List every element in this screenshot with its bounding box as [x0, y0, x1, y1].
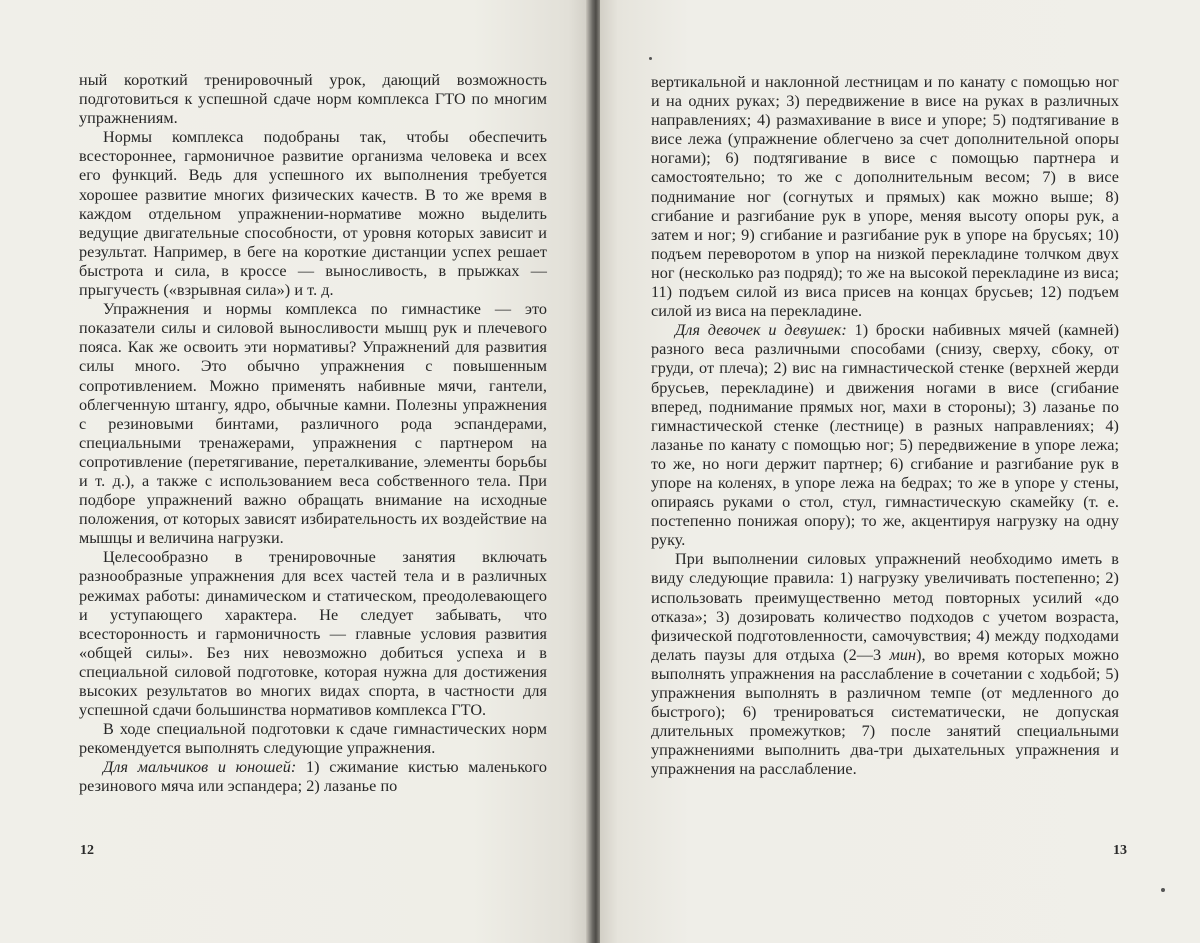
paragraph-body: 1) броски набивных мячей (камней) разного веса различными способами (снизу, сверху, сбоку, от груди, от плеча); 2) вис на гимнастической стенке (верхней жерди брусьев, перекладине) и движения ногами в висе (сгибание вперед, поднимание прямых ног, махи в стороны); 3) лазанье по гимнастической стенке (лестнице) в разных направлениях; 4) лазанье по канату с помощью ног; 5) передвижение в упоре лежа; то же, но ноги держит партнер; 6) сгибание и разгибание рук в упоре на коленях, в упоре лежа на бедрах; то же в упоре у стены, опираясь руками о стол, стул, гимнастическую скамейку (т. е. постепенно понижая опору); то же, акцентируя нагрузку на одну руку.	[651, 321, 1120, 550]
right-page-text	[651, 73, 1119, 779]
paragraph: Упражнения и нормы комплекса по гимнастике — это показатели силы и силовой выносливости мышц рук и плечевого пояса. Как же освоить эти нормативы? Упражнений для развития силы много. Это обычно упражнения с повышенным сопротивлением. Можно применять набивные мячи, гантели, облегченную штангу, ядро, обычные камни. Полезны упражнения с резиновыми бинтами, различного рода эспандерами, специальными тренажерами, упражнения с партнером на сопротивление (перетягивание, переталкивание, элементы борьбы и т. д.), а также с использованием веса собственного тела. При подборе упражнений важно обращать внимание на исходные положения, от которых зависят избирательность их воздействие на мышцы и величина нагрузки.	[79, 300, 547, 548]
right-page	[600, 0, 1200, 943]
scan-speck	[1161, 888, 1165, 892]
paragraph	[651, 550, 1119, 779]
paragraph: вертикальной и наклонной лестницам и по канату с помощью ног и на одних руках; 3) передвижение в висе на руках в различных направлениях; 4) размахивание в висе и упоре; 5) подтягивание в висе лежа (упражнение облегчено за счет дополнительной опоры ногами); 6) подтягивание в висе с помощью партнера и самостоятельно; то же с дополнительным весом; 7) в висе поднимание ног (согнутых и прямых) как можно выше; 8) сгибание и разгибание рук в упоре, меняя высоту опоры рук, а затем и ног; 9) сгибание и разгибание рук в упоре на брусьях; 10) подъем переворотом в упор на низкой перекладине толчком двух ног (несколько раз подряд); то же на высокой перекладине из виса; 11) подъем силой из виса присев на концах брусьев; 12) подъем силой из виса на перекладине.	[651, 73, 1119, 321]
paragraph-body: При выполнении силовых упражнений необходимо иметь в виду следующие правила: 1) нагрузку увеличивать постепенно; 2) использовать преимущественно метод повторных усилий «до отказа»; 3) дозировать количество подходов с учетом возраста, физической подготовленности, самочувствия; 4) между подходами делать паузы для отдыха (2—3	[651, 550, 1119, 664]
scan-speck	[649, 57, 652, 60]
left-page-text	[79, 71, 547, 797]
paragraph	[79, 758, 547, 796]
paragraph: ный короткий тренировочный урок, дающий возможность подготовиться к успешной сдаче норм комплекса ГТО по многим упражнениям.	[79, 71, 547, 128]
paragraph-lead-italic: Для девочек и девушек:	[675, 321, 847, 340]
page-number-right: 13	[1113, 843, 1127, 858]
paragraph-lead-italic: Для мальчиков и юношей:	[103, 758, 297, 777]
paragraph-body: 1) сжимание кистью маленького резинового мяча или эспандера; 2) лазанье по	[79, 758, 547, 796]
unit-italic: мин	[889, 645, 917, 664]
paragraph: В ходе специальной подготовки к сдаче гимнастических норм рекомендуется выполнять следующие упражнения.	[79, 720, 547, 758]
paragraph	[651, 321, 1119, 550]
left-page	[0, 0, 592, 943]
paragraph: Нормы комплекса подобраны так, чтобы обеспечить всестороннее, гармоничное развитие организма человека и всех его функций. Ведь для успешного их выполнения требуется хорошее развитие многих физических качеств. В то же время в каждом отдельном упражнении-нормативе можно выделить ведущие двигательные способности, от уровня которых зависит и результат. Например, в беге на короткие дистанции успех решает быстрота и сила, в кроссе — выносливость, в прыжках — прыгучесть («взрывная сила») и т. д.	[79, 128, 547, 300]
paragraph-body: ), во время которых можно выполнять упражнения на расслабление в сочетании с ходьбой; 5) упражнения выполнять в различном темпе (от медленного до быстрого); 6) тренироваться систематически, не допуская длительных промежутков; 7) после занятий специальными упражнениями выполнить два-три дыхательных упражнения и упражнения на расслабление.	[651, 645, 1119, 779]
paragraph: Целесообразно в тренировочные занятия включать разнообразные упражнения для всех частей тела и в различных режимах работы: динамическом и статическом, преодолевающего и уступающего характера. Не следует забывать, что всесторонность и гармоничность — главные условия развития «общей силы». Без них невозможно добиться успеха и в специальной силовой подготовке, которая нужна для достижения высоких результатов во многих видах спорта, в частности для успешной сдачи большинства нормативов комплекса ГТО.	[79, 548, 547, 720]
page-number-left: 12	[80, 843, 94, 858]
